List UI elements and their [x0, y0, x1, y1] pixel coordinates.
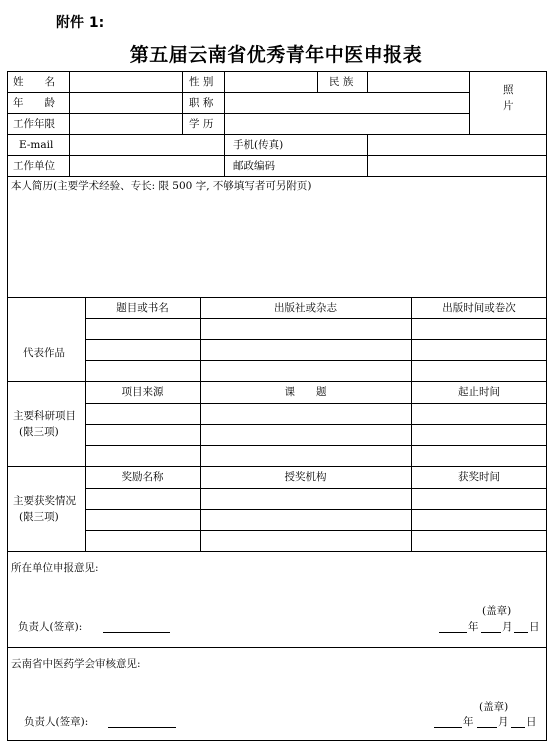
border-left [7, 71, 8, 741]
row-line [7, 134, 547, 135]
application-form [7, 71, 547, 741]
name-label: 姓 名 [13, 76, 55, 88]
border-right [546, 71, 547, 741]
society-year-label: 年 [463, 716, 474, 728]
unit-year-blank[interactable] [439, 632, 467, 633]
col-line [469, 71, 470, 134]
col-line [367, 134, 368, 176]
unit-day-label: 日 [529, 621, 540, 633]
row-line [85, 339, 547, 340]
row-line [7, 92, 469, 93]
unit-seal-label: (盖章) [482, 605, 512, 617]
works-header-title: 题目或书名 [116, 302, 169, 314]
resume-label: 本人简历(主要学术经验、专长: 限 500 字, 不够填写者可另附页) [11, 180, 312, 192]
research-limit-label: (限三项) [19, 426, 59, 438]
research-header-period: 起止时间 [458, 386, 500, 398]
unit-signature-line[interactable] [103, 632, 170, 633]
row-line [7, 155, 547, 156]
professional-title-label: 职 称 [189, 97, 214, 109]
works-section-label: 代表作品 [23, 347, 65, 359]
gender-label: 性 别 [189, 76, 214, 88]
row-line [85, 445, 547, 446]
unit-month-label: 月 [502, 621, 513, 633]
unit-month-blank[interactable] [481, 632, 501, 633]
photo-label: 照 [503, 84, 514, 96]
society-day-blank[interactable] [511, 727, 525, 728]
border-bottom [7, 740, 547, 741]
row-line [7, 297, 547, 298]
awards-section-label: 主要获奖情况 [13, 495, 76, 507]
photo-label: 片 [503, 100, 514, 112]
society-signer-label: 负责人(签章): [24, 716, 89, 728]
row-line [85, 403, 547, 404]
awards-limit-label: (限三项) [19, 511, 59, 523]
row-line [85, 530, 547, 531]
awards-header-institution: 授奖机构 [284, 471, 327, 483]
research-section-label: 主要科研项目 [13, 410, 76, 422]
row-line [7, 551, 547, 552]
email-label: E-mail [19, 139, 54, 151]
col-line [317, 71, 318, 92]
col-line [69, 71, 70, 176]
awards-header-name: 奖励名称 [121, 471, 164, 483]
row-line [7, 176, 547, 177]
society-month-blank[interactable] [477, 727, 497, 728]
society-year-blank[interactable] [434, 727, 462, 728]
research-header-source: 项目来源 [121, 386, 164, 398]
row-line [85, 360, 547, 361]
age-label: 年 龄 [13, 97, 55, 109]
row-line [7, 647, 547, 648]
unit-day-blank[interactable] [514, 632, 528, 633]
works-header-publisher: 出版社或杂志 [274, 302, 337, 314]
society-signature-line[interactable] [108, 727, 176, 728]
society-month-label: 月 [498, 716, 509, 728]
col-line [367, 71, 368, 92]
border-top [7, 71, 547, 72]
society-seal-label: (盖章) [479, 701, 509, 713]
postcode-label: 邮政编码 [233, 160, 275, 172]
row-line [7, 113, 469, 114]
row-line [85, 488, 547, 489]
phone-label: 手机(传真) [233, 139, 284, 151]
ethnicity-label: 民 族 [329, 76, 354, 88]
page-title: 第五届云南省优秀青年中医申报表 [129, 44, 423, 66]
attachment-label: 附件 1: [56, 15, 105, 31]
unit-opinion-label: 所在单位申报意见: [11, 562, 99, 574]
row-line [85, 424, 547, 425]
row-line [7, 381, 547, 382]
work-years-label: 工作年限 [13, 118, 55, 130]
row-line [85, 509, 547, 510]
education-label: 学 历 [189, 118, 214, 130]
employer-label: 工作单位 [13, 160, 55, 172]
col-line [224, 71, 225, 176]
research-header-topic: 课 题 [284, 386, 327, 398]
col-line [182, 71, 183, 134]
society-day-label: 日 [526, 716, 537, 728]
row-line [7, 466, 547, 467]
unit-year-label: 年 [468, 621, 479, 633]
works-header-date: 出版时间或卷次 [442, 302, 516, 314]
society-opinion-label: 云南省中医药学会审核意见: [11, 658, 141, 670]
unit-signer-label: 负责人(签章): [18, 621, 83, 633]
row-line [85, 318, 547, 319]
awards-header-date: 获奖时间 [458, 471, 500, 483]
